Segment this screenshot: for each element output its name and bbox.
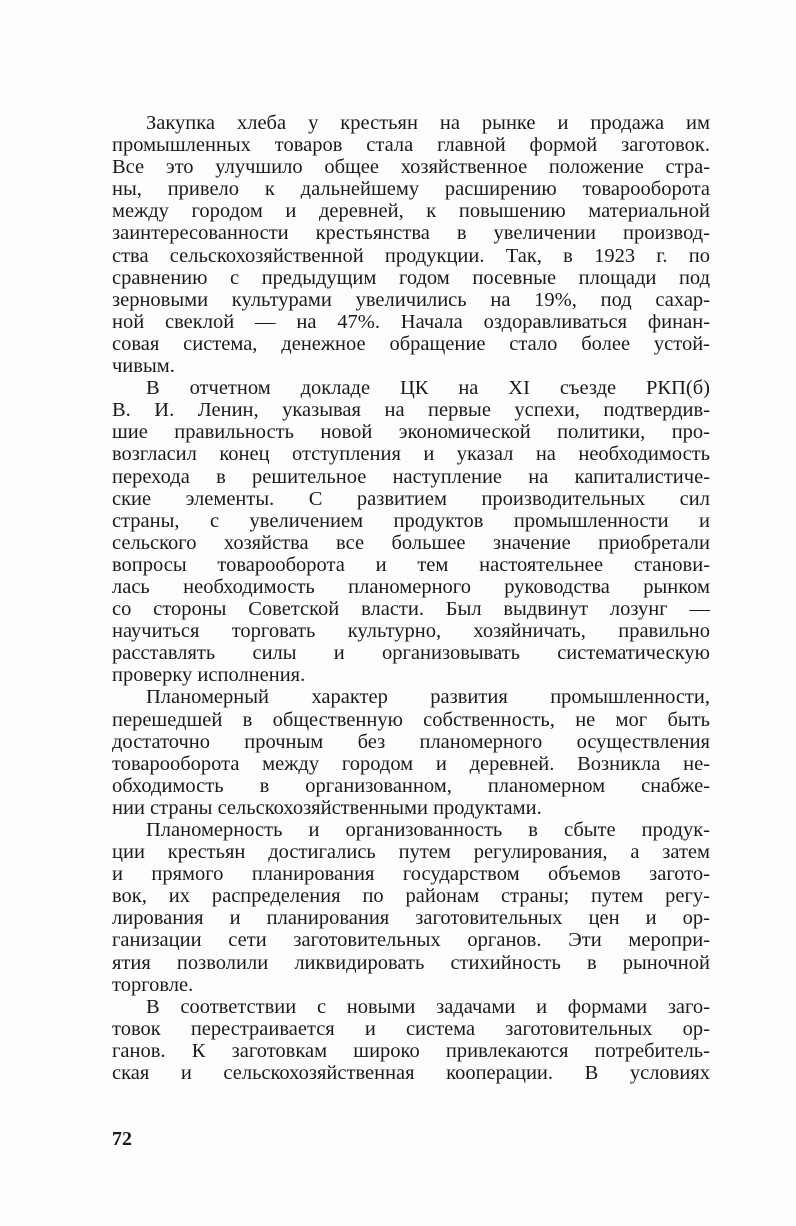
text-line: чивым. xyxy=(112,355,175,378)
text-line: товарооборота между городом и деревней. Возникла не- xyxy=(112,752,710,775)
text-line: Планомерность и организованность в сбыте продук- xyxy=(146,819,710,841)
text-line: сравнению с предыдущим годом посевные площади под xyxy=(112,266,710,289)
text-line: вок, их распределения по районам страны; путем регу- xyxy=(112,885,710,908)
text-line: достаточно прочным без планомерного осуществления xyxy=(112,730,710,753)
text-line: проверку исполнения. xyxy=(112,664,306,687)
paragraph xyxy=(112,377,710,686)
text-line: Закупка хлеба у крестьян на рынке и продажа им xyxy=(146,112,710,134)
text-line: расставлять силы и организовывать систематическую xyxy=(112,642,710,665)
text-line: ции крестьян достигались путем регулирования, а затем xyxy=(112,841,710,864)
text-line: ны, привело к дальнейшему расширению товарооборота xyxy=(112,178,710,201)
text-line: лась необходимость планомерного руководства рынком xyxy=(112,575,710,598)
text-line: шие правильность новой экономической политики, про- xyxy=(112,421,710,444)
text-line: ятия позволили ликвидировать стихийность в рыночной xyxy=(112,951,710,974)
text-line: обходимость в организованном, планомерном снабже- xyxy=(112,774,710,797)
paragraph xyxy=(112,996,710,1084)
text-line: товок перестраивается и система заготовительных ор- xyxy=(112,1017,710,1040)
text-line: ские элементы. С развитием производительных сил xyxy=(112,487,710,510)
text-line: ганизации сети заготовительных органов. Эти меропри- xyxy=(112,929,710,952)
text-line: совая система, денежное обращение стало более устой- xyxy=(112,332,710,355)
text-line: со стороны Советской власти. Был выдвинут лозунг — xyxy=(112,598,710,621)
text-line: торговле. xyxy=(112,973,194,996)
text-line: ская и сельскохозяйственная кооперации. В условиях xyxy=(112,1062,710,1085)
paragraph xyxy=(112,112,710,377)
text-line: заинтересованности крестьянства в увеличении производ- xyxy=(112,222,710,245)
text-line: нии страны сельскохозяйственными продуктами. xyxy=(112,796,542,819)
text-line: ства сельскохозяйственной продукции. Так, в 1923 г. по xyxy=(112,244,710,267)
text-line: и прямого планирования государством объемов загото- xyxy=(112,863,710,886)
text-line: Все это улучшило общее хозяйственное положение стра- xyxy=(112,156,710,179)
text-line: В соответствии с новыми задачами и формами заго- xyxy=(146,995,710,1018)
text-line: В отчетном докладе ЦК на XI съезде РКП(б) xyxy=(146,377,710,400)
text-line: В. И. Ленин, указывая на первые успехи, подтвердив- xyxy=(112,399,710,422)
text-line: возгласил конец отступления и указал на необходимость xyxy=(112,443,710,466)
text-line: ной свеклой — на 47%. Начала оздоравливаться финан- xyxy=(112,310,710,333)
body-text xyxy=(112,112,710,1084)
text-line: между городом и деревней, к повышению материальной xyxy=(112,200,710,223)
text-line: страны, с увеличением продуктов промышленности и xyxy=(112,509,710,532)
text-line: перехода в решительное наступление на капиталистиче- xyxy=(112,465,710,488)
text-line: Планомерный характер развития промышленности, xyxy=(146,686,710,709)
text-line: лирования и планирования заготовительных цен и ор- xyxy=(112,907,710,930)
text-line: промышленных товаров стала главной формой заготовок. xyxy=(112,134,710,157)
text-line: ганов. К заготовкам широко привлекаются потребитель- xyxy=(112,1039,710,1062)
text-line: зерновыми культурами увеличились на 19%, под сахар- xyxy=(112,288,710,311)
text-line: вопросы товарооборота и тем настоятельнее станови- xyxy=(112,553,710,576)
text-line: сельского хозяйства все большее значение приобретали xyxy=(112,531,710,554)
text-line: научиться торговать культурно, хозяйничать, правильно xyxy=(112,620,710,643)
page-number: 72 xyxy=(112,1128,132,1150)
text-line: перешедшей в общественную собственность, не мог быть xyxy=(112,708,710,731)
paragraph xyxy=(112,686,710,819)
paragraph xyxy=(112,819,710,996)
